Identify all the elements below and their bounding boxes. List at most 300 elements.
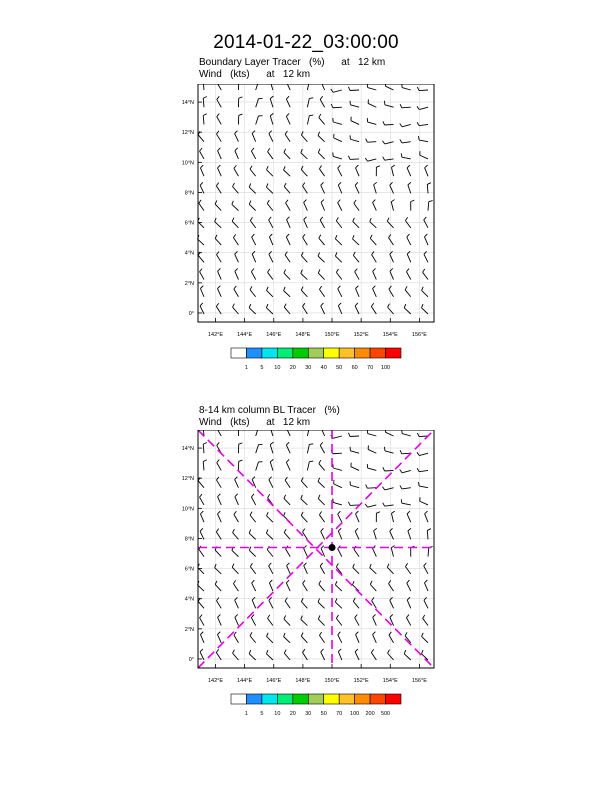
wind-barb <box>400 450 411 454</box>
wind-barb <box>318 132 325 142</box>
wind-barb <box>355 303 359 314</box>
wind-barb <box>318 252 325 262</box>
wind-barb <box>200 165 204 176</box>
wind-barb <box>301 131 307 141</box>
wind-barb <box>301 149 308 159</box>
wind-barb <box>370 235 376 245</box>
wind-barb <box>331 104 342 108</box>
wind-barb <box>353 235 360 245</box>
wind-barb <box>200 286 204 297</box>
colorbar-box <box>355 694 370 704</box>
wind-barb <box>318 598 325 608</box>
wind-barb <box>407 234 411 245</box>
colorbar-label: 70 <box>367 365 374 371</box>
wind-barb <box>266 529 273 539</box>
wind-barb <box>376 166 380 176</box>
wind-barb <box>284 166 291 176</box>
wind-barb <box>215 200 221 210</box>
wind-barb <box>389 234 394 245</box>
wind-barb <box>385 84 393 90</box>
wind-barb <box>286 113 290 124</box>
wind-barb <box>383 157 394 160</box>
colorbar-box <box>386 694 401 704</box>
wind-barb <box>286 442 290 453</box>
wind-barb <box>400 139 411 142</box>
colorbar-label: 40 <box>320 365 327 371</box>
wind-barb <box>303 649 308 660</box>
wind-barb <box>319 632 324 643</box>
colorbar-box <box>308 694 323 704</box>
wind-barb <box>251 494 255 505</box>
wind-barb <box>384 447 393 453</box>
wind-barb <box>256 116 263 125</box>
wind-barb <box>383 121 394 125</box>
wind-barb <box>200 269 204 280</box>
wind-barb <box>407 165 411 176</box>
wind-barb <box>284 633 291 643</box>
wind-barb <box>372 251 377 262</box>
colorbar-box <box>370 694 385 704</box>
wind-barb <box>200 303 204 314</box>
x-tick-label: 148°E <box>295 678 311 684</box>
y-tick-label: 2°N <box>184 626 194 633</box>
wind-barb <box>250 512 256 522</box>
wind-barb <box>406 269 410 280</box>
panel1-map <box>160 84 460 384</box>
wind-barb <box>356 165 360 176</box>
wind-barb <box>301 495 308 505</box>
wind-barb <box>383 503 394 506</box>
wind-barb <box>301 616 308 626</box>
wind-barb <box>233 183 239 193</box>
panel1-title-line1: Boundary Layer Tracer (%) at 12 km <box>199 57 386 68</box>
wind-barb <box>373 614 377 625</box>
wind-barb <box>284 650 290 660</box>
wind-barb <box>320 96 324 107</box>
wind-barb <box>365 504 376 507</box>
wind-barb <box>348 433 359 437</box>
wind-barb <box>270 430 273 436</box>
wind-barb <box>238 84 242 90</box>
wind-barb <box>256 444 263 453</box>
wind-barb <box>217 430 221 436</box>
wind-barb <box>270 84 273 90</box>
wind-barb <box>200 494 204 505</box>
colorbar-box <box>324 694 339 704</box>
wind-barb <box>270 442 273 453</box>
wind-barb <box>249 183 256 193</box>
wind-barb <box>400 104 411 108</box>
wind-barb <box>233 529 239 539</box>
wind-barb <box>417 433 428 437</box>
wind-barb <box>267 287 273 297</box>
wind-barb <box>266 650 272 660</box>
wind-barb <box>284 495 290 505</box>
wind-barb <box>333 464 342 470</box>
colorbar-box <box>231 348 246 358</box>
wind-barb <box>384 101 393 107</box>
wind-barb <box>218 614 222 625</box>
colorbar-box <box>293 694 308 704</box>
wind-barb <box>335 598 341 608</box>
x-tick-label: 148°E <box>295 332 311 338</box>
wind-barb <box>218 165 222 176</box>
wind-barb <box>199 200 204 211</box>
x-tick-label: 156°E <box>411 678 427 684</box>
y-tick-label: 14°N <box>181 446 194 453</box>
wind-barb <box>286 96 290 107</box>
wind-barb <box>235 614 239 625</box>
wind-barb <box>284 304 290 314</box>
wind-barb <box>217 114 221 125</box>
colorbar-box <box>339 348 354 358</box>
colorbar-label: 200 <box>365 711 375 717</box>
wind-barb <box>404 650 411 660</box>
y-tick-label: 10°N <box>181 506 194 513</box>
wind-barb <box>405 286 411 296</box>
wind-barb <box>418 482 428 488</box>
wind-barb <box>335 235 341 245</box>
wind-barb <box>318 149 324 159</box>
y-tick-label: 14°N <box>181 100 194 107</box>
wind-barb <box>400 470 411 473</box>
y-tick-label: 0° <box>188 310 194 317</box>
wind-barb <box>350 447 359 453</box>
wind-barb <box>318 615 324 625</box>
wind-barb <box>250 632 256 642</box>
wind-barb <box>424 580 428 591</box>
x-tick-label: 150°E <box>324 332 340 338</box>
wind-barb <box>235 268 239 279</box>
wind-barb <box>234 286 239 297</box>
wind-barb <box>238 114 242 124</box>
wind-barb <box>420 497 428 505</box>
wind-barb <box>256 98 263 107</box>
wind-barb <box>216 303 221 314</box>
wind-barb <box>367 430 376 436</box>
colorbar-box <box>293 348 308 358</box>
wind-barb <box>285 477 290 488</box>
panel2-map <box>160 430 460 730</box>
wind-barb <box>417 106 428 109</box>
wind-barb <box>200 182 204 193</box>
colorbar-box <box>370 348 385 358</box>
wind-barb <box>251 269 255 280</box>
wind-barb <box>422 633 428 643</box>
wind-barb <box>218 511 222 522</box>
wind-barb <box>284 615 290 625</box>
wind-barb <box>425 511 428 522</box>
colorbar-label: 50 <box>336 365 343 371</box>
wind-barb <box>198 477 204 487</box>
wind-barb <box>408 528 411 539</box>
wind-barb <box>355 615 359 626</box>
wind-barb <box>348 156 359 160</box>
wind-barb <box>285 131 290 142</box>
wind-barb <box>404 304 411 314</box>
wind-barb <box>321 84 325 90</box>
x-tick-label: 142°E <box>207 678 224 684</box>
x-tick-label: 152°E <box>353 678 369 684</box>
wind-barb <box>333 153 342 159</box>
wind-barb <box>318 478 325 488</box>
wind-barb <box>234 511 239 522</box>
wind-barb <box>268 148 273 159</box>
wind-barb <box>217 84 221 90</box>
y-tick-label: 4°N <box>184 250 194 257</box>
wind-barb <box>368 445 376 453</box>
wind-barb <box>301 270 308 280</box>
wind-barb <box>216 251 221 262</box>
wind-barb <box>356 632 360 643</box>
wind-barb <box>370 218 377 228</box>
wind-barb <box>374 182 377 193</box>
wind-barb <box>423 269 428 280</box>
wind-barb <box>217 286 221 297</box>
colorbar-label: 30 <box>305 365 312 371</box>
wind-barb <box>270 96 273 107</box>
wind-barb <box>200 615 204 626</box>
wind-barb <box>417 87 428 91</box>
wind-barb <box>333 118 342 124</box>
wind-barb <box>270 459 273 470</box>
wind-barb <box>417 468 428 471</box>
wind-barb <box>422 304 428 314</box>
wind-barb <box>408 182 411 193</box>
wind-barb <box>355 269 359 280</box>
wind-barb <box>267 200 273 210</box>
wind-barb <box>268 615 273 626</box>
wind-barb <box>335 581 341 591</box>
wind-barb <box>365 158 376 161</box>
wind-barb <box>376 512 380 522</box>
y-tick-label: 12°N <box>181 476 194 483</box>
wind-barb <box>407 511 411 522</box>
colorbar-label: 10 <box>274 365 281 371</box>
wind-barb <box>301 512 307 522</box>
wind-barb <box>427 183 431 194</box>
wind-barb <box>318 269 324 279</box>
y-tick-label: 8°N <box>184 536 194 543</box>
wind-barb <box>338 303 342 314</box>
wind-barb <box>334 134 342 142</box>
wind-barbs <box>197 84 432 314</box>
wind-barb <box>198 598 204 608</box>
colorbar-box <box>246 694 261 704</box>
colorbar-label: 100 <box>350 711 360 717</box>
wind-barb <box>355 649 359 660</box>
wind-barb <box>338 182 342 193</box>
wind-barb <box>420 151 428 159</box>
colorbar-box <box>355 348 370 358</box>
plot-frame <box>198 84 434 322</box>
wind-barb <box>338 165 342 176</box>
wind-barb <box>422 650 428 660</box>
colorbar-box <box>339 694 354 704</box>
wind-barb <box>256 462 263 471</box>
wind-barb <box>350 101 359 107</box>
wind-barb <box>383 467 394 471</box>
x-tick-label: 156°E <box>411 332 427 338</box>
x-tick-label: 154°E <box>382 678 398 684</box>
y-tick-label: 6°N <box>184 220 194 227</box>
wind-barb <box>301 633 307 643</box>
wind-barb <box>200 632 204 643</box>
wind-barb <box>320 442 324 453</box>
wind-barb <box>303 580 308 591</box>
y-tick-label: 8°N <box>184 190 194 197</box>
colorbar-label: 70 <box>336 711 343 717</box>
colorbar-box <box>277 694 292 704</box>
wind-barb <box>321 649 325 660</box>
colorbar-label: 60 <box>351 365 358 371</box>
x-tick-label: 146°E <box>266 332 282 338</box>
wind-barb <box>319 511 324 522</box>
wind-barb <box>235 494 239 505</box>
wind-barb <box>233 650 239 660</box>
wind-barb <box>266 183 273 193</box>
wind-barb <box>353 252 359 262</box>
wind-barb <box>216 597 221 608</box>
wind-barb <box>356 511 360 522</box>
wind-barb <box>367 84 376 90</box>
wind-barb <box>252 580 256 591</box>
wind-barb <box>372 597 377 608</box>
colorbar-box <box>324 348 339 358</box>
wind-barb <box>302 183 307 194</box>
wind-barb <box>203 84 207 90</box>
wind-barb <box>218 268 222 279</box>
wind-barb <box>249 529 256 539</box>
wind-barb <box>336 269 341 280</box>
wind-barb <box>266 304 272 314</box>
wind-barb <box>348 502 359 506</box>
wind-barb <box>389 632 394 643</box>
colorbar-box <box>262 694 277 704</box>
wind-barb <box>389 580 394 591</box>
wind-barb <box>233 304 239 314</box>
wind-barb <box>238 460 242 470</box>
wind-barb <box>251 615 255 626</box>
wind-barb <box>350 481 359 487</box>
colorbar-label: 5 <box>260 711 264 717</box>
wind-barb <box>319 581 325 591</box>
y-tick-label: 6°N <box>184 566 194 573</box>
wind-barb <box>286 234 290 245</box>
wind-barb <box>216 649 221 660</box>
wind-barb <box>268 269 273 280</box>
wind-barb <box>321 303 325 314</box>
wind-barb <box>338 511 342 522</box>
wind-barb <box>284 149 290 159</box>
wind-barb <box>249 304 256 314</box>
y-tick-label: 4°N <box>184 596 194 603</box>
x-tick-label: 154°E <box>382 332 398 338</box>
wind-barb <box>391 511 394 522</box>
wind-barb <box>333 499 342 505</box>
panel1-title-line2: Wind (kts) at 12 km <box>199 69 311 80</box>
wind-barb <box>319 460 325 470</box>
colorbar-box <box>262 348 277 358</box>
wind-barb <box>307 461 313 470</box>
y-tick-label: 0° <box>188 656 194 663</box>
wind-barb <box>338 649 342 660</box>
wind-barb <box>423 615 428 626</box>
wind-barb <box>267 512 273 522</box>
x-tick-label: 150°E <box>324 678 340 684</box>
colorbar-box <box>386 348 401 358</box>
wind-barb <box>319 165 324 176</box>
wind-barb <box>331 89 342 92</box>
wind-barb <box>350 135 359 141</box>
wind-barb <box>334 480 342 488</box>
wind-barb <box>338 286 342 297</box>
wind-barb <box>373 268 377 279</box>
wind-barb <box>428 201 433 211</box>
colorbar-label: 5 <box>260 365 264 371</box>
wind-barb <box>389 286 394 297</box>
wind-barb <box>301 252 307 262</box>
wind-barb <box>338 632 342 643</box>
wind-barb <box>406 615 410 626</box>
wind-barb <box>200 528 204 539</box>
wind-barb <box>218 494 222 505</box>
wind-barb <box>335 252 341 262</box>
wind-barb <box>286 580 290 591</box>
wind-barb <box>203 114 207 125</box>
colorbar-box <box>308 348 323 358</box>
colorbar-label: 10 <box>274 711 281 717</box>
wind-barb <box>234 632 239 643</box>
wind-barb <box>424 234 428 245</box>
wind-barb <box>269 234 273 245</box>
wind-barb <box>370 581 376 591</box>
wind-barb <box>382 141 393 144</box>
colorbar-label: 1 <box>244 365 248 371</box>
wind-barb <box>351 463 359 471</box>
wind-barb <box>249 201 255 211</box>
wind-barb <box>285 598 290 609</box>
panel2-title-line1: 8-14 km column BL Tracer (%) <box>199 405 340 416</box>
wind-barb <box>200 649 204 660</box>
wind-barb <box>371 649 376 660</box>
wind-barb <box>235 148 239 159</box>
wind-barb <box>367 464 376 470</box>
wind-barb <box>285 252 290 263</box>
wind-barb <box>366 139 377 143</box>
wind-barb <box>354 200 359 211</box>
colorbar-label: 1 <box>244 711 248 717</box>
panel2-title-line2: Wind (kts) at 12 km <box>199 417 311 428</box>
wind-barb <box>319 114 325 124</box>
wind-barb <box>284 269 290 279</box>
wind-barb <box>284 183 290 193</box>
page-title: 2014-01-22_03:00:00 <box>213 32 399 53</box>
wind-barb <box>407 580 411 591</box>
wind-barb <box>391 200 394 211</box>
wind-barb <box>319 286 324 297</box>
wind-barb <box>217 96 221 107</box>
wind-barb <box>402 84 411 90</box>
wind-barb <box>338 528 342 539</box>
wind-barb <box>234 165 239 176</box>
wind-barb <box>418 136 428 142</box>
wind-barb <box>270 113 273 124</box>
wind-barb <box>321 430 325 436</box>
wind-barb <box>385 430 393 436</box>
wind-barb <box>371 303 376 314</box>
x-tick-label: 144°E <box>237 332 253 338</box>
